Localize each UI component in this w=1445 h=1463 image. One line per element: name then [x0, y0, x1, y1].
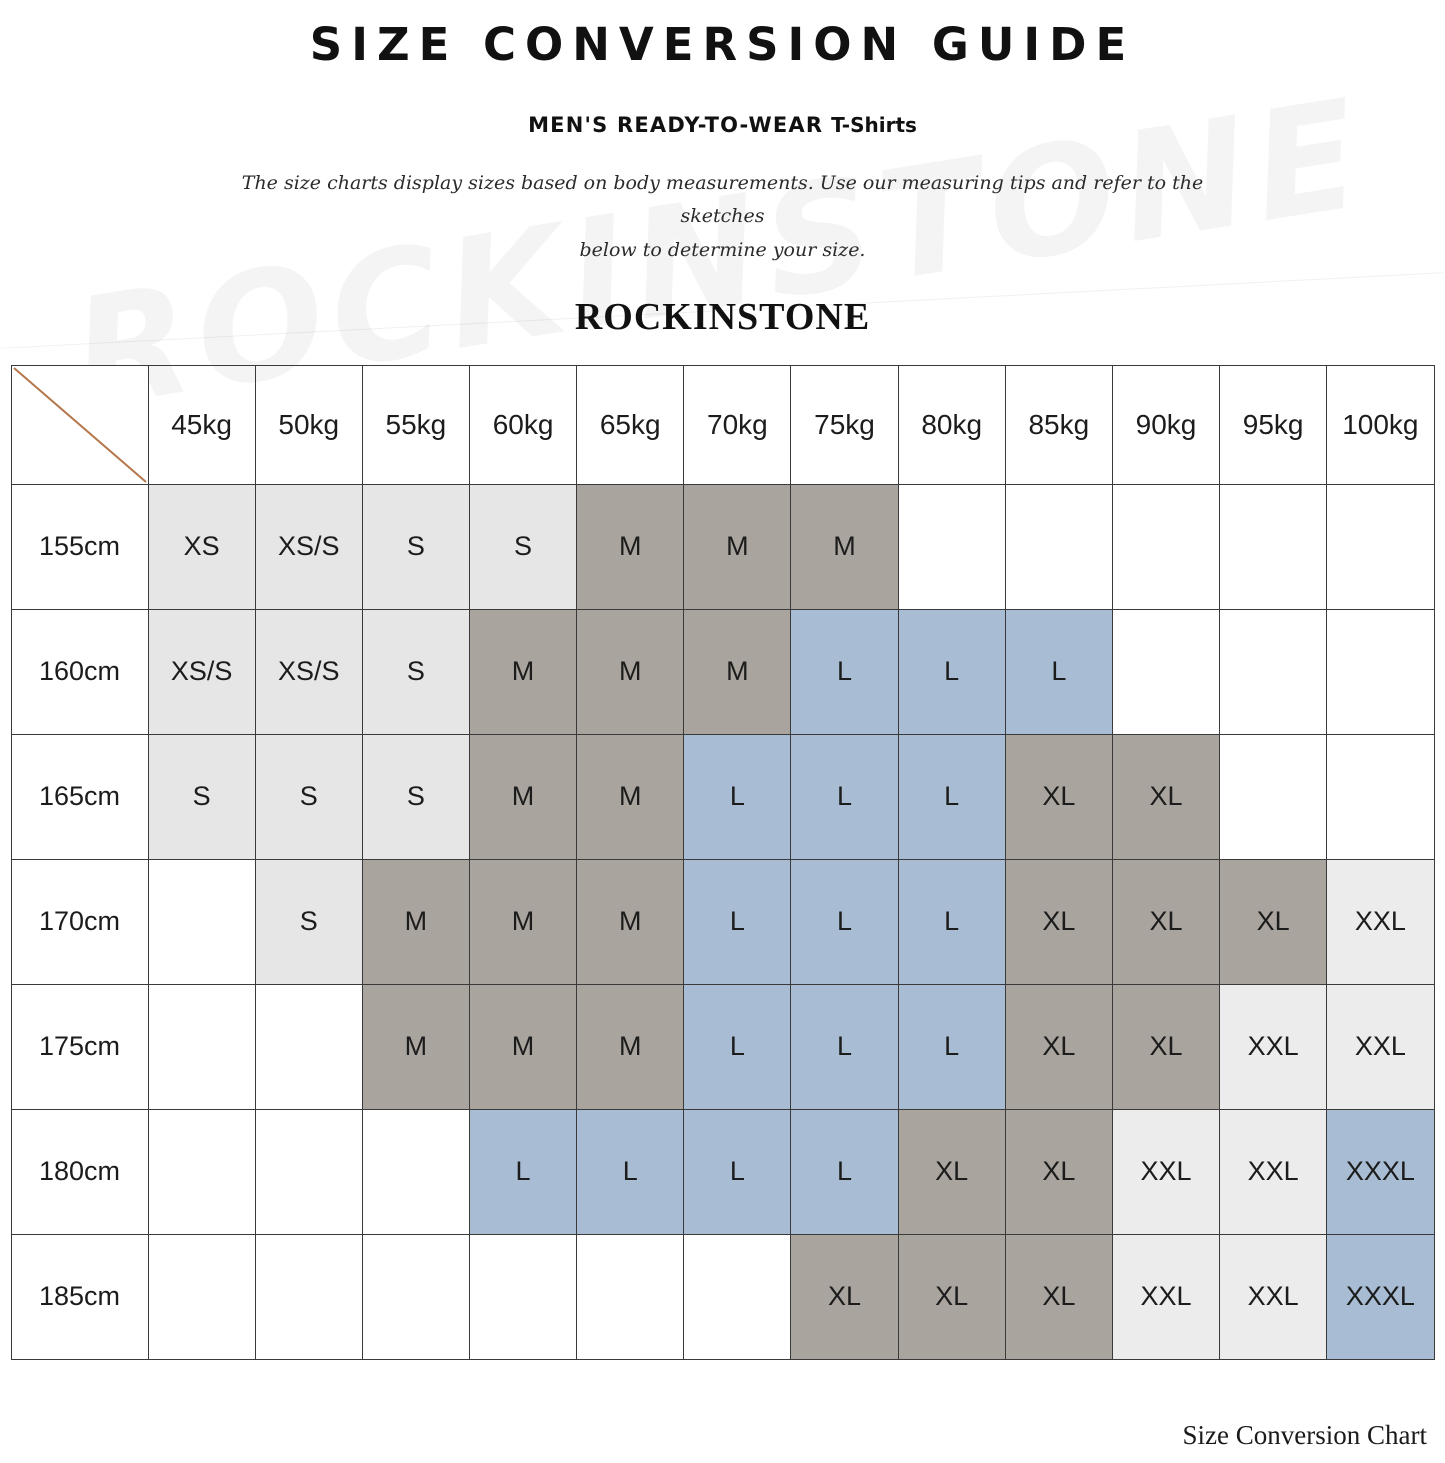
size-cell: M — [469, 734, 576, 859]
size-cell: M — [577, 484, 684, 609]
table-row — [11, 984, 1434, 1109]
size-cell: L — [684, 984, 791, 1109]
row-header-160cm: 160cm — [11, 609, 148, 734]
size-cell: M — [362, 859, 469, 984]
column-header-45kg: 45kg — [148, 365, 255, 484]
size-cell: L — [791, 734, 898, 859]
size-cell: M — [577, 859, 684, 984]
size-cell: M — [684, 609, 791, 734]
column-header-75kg: 75kg — [791, 365, 898, 484]
subtitle-product: T-Shirts — [831, 113, 917, 137]
size-cell: M — [577, 734, 684, 859]
subtitle — [0, 113, 1445, 137]
size-cell: XL — [1112, 734, 1219, 859]
size-cell: XL — [898, 1109, 1005, 1234]
size-cell: XXL — [1327, 984, 1434, 1109]
size-cell: L — [791, 984, 898, 1109]
size-cell: L — [791, 1109, 898, 1234]
size-conversion-table — [11, 365, 1435, 1360]
size-cell: L — [469, 1109, 576, 1234]
table-row — [11, 1109, 1434, 1234]
row-header-155cm: 155cm — [11, 484, 148, 609]
size-cell: XS/S — [255, 484, 362, 609]
size-cell: S — [362, 609, 469, 734]
table-body — [11, 484, 1434, 1359]
size-cell: S — [148, 734, 255, 859]
size-cell — [148, 984, 255, 1109]
size-cell: XL — [1005, 734, 1112, 859]
table-row — [11, 734, 1434, 859]
size-cell: XL — [1005, 1109, 1112, 1234]
size-cell: L — [898, 984, 1005, 1109]
size-cell: XXL — [1112, 1234, 1219, 1359]
size-cell: XS — [148, 484, 255, 609]
size-cell: M — [469, 609, 576, 734]
size-cell — [1327, 484, 1434, 609]
document-header — [0, 18, 1445, 339]
size-cell — [684, 1234, 791, 1359]
column-header-95kg: 95kg — [1220, 365, 1327, 484]
corner-cell — [11, 365, 148, 484]
diagonal-divider-icon — [12, 366, 148, 484]
size-cell: M — [791, 484, 898, 609]
row-header-165cm: 165cm — [11, 734, 148, 859]
size-cell — [148, 1109, 255, 1234]
column-header-70kg: 70kg — [684, 365, 791, 484]
size-cell: S — [469, 484, 576, 609]
size-cell — [1005, 484, 1112, 609]
size-cell: L — [791, 859, 898, 984]
size-cell: XL — [1005, 859, 1112, 984]
table-header-row — [11, 365, 1434, 484]
size-cell: M — [469, 984, 576, 1109]
size-cell — [1112, 609, 1219, 734]
size-cell: XL — [1112, 859, 1219, 984]
column-header-90kg: 90kg — [1112, 365, 1219, 484]
column-header-65kg: 65kg — [577, 365, 684, 484]
size-cell: S — [255, 859, 362, 984]
column-header-85kg: 85kg — [1005, 365, 1112, 484]
size-cell: L — [577, 1109, 684, 1234]
size-cell — [1327, 734, 1434, 859]
size-cell: M — [577, 984, 684, 1109]
size-chart-container — [0, 365, 1445, 1360]
size-cell: M — [469, 859, 576, 984]
column-header-100kg: 100kg — [1327, 365, 1434, 484]
size-cell — [255, 1234, 362, 1359]
size-cell — [148, 859, 255, 984]
size-cell: L — [684, 859, 791, 984]
size-cell: M — [684, 484, 791, 609]
size-cell: L — [1005, 609, 1112, 734]
intro-line-2: below to determine your size. — [579, 238, 866, 261]
size-cell — [1112, 484, 1219, 609]
column-header-80kg: 80kg — [898, 365, 1005, 484]
size-cell: L — [898, 609, 1005, 734]
size-cell: XL — [791, 1234, 898, 1359]
row-header-170cm: 170cm — [11, 859, 148, 984]
size-cell: XXL — [1220, 1109, 1327, 1234]
page-title: SIZE CONVERSION GUIDE — [309, 18, 1136, 71]
column-header-60kg: 60kg — [469, 365, 576, 484]
table-row — [11, 609, 1434, 734]
size-cell — [577, 1234, 684, 1359]
brand-name: ROCKINSTONE — [574, 295, 871, 338]
row-header-175cm: 175cm — [11, 984, 148, 1109]
intro-text — [213, 167, 1233, 267]
table-row — [11, 859, 1434, 984]
row-header-180cm: 180cm — [11, 1109, 148, 1234]
size-cell: XS/S — [255, 609, 362, 734]
subtitle-category: MEN'S READY-TO-WEAR — [528, 113, 824, 137]
size-cell: S — [255, 734, 362, 859]
size-cell: XL — [898, 1234, 1005, 1359]
size-cell — [148, 1234, 255, 1359]
table-row — [11, 484, 1434, 609]
size-cell: XL — [1005, 1234, 1112, 1359]
size-cell: XL — [1005, 984, 1112, 1109]
size-cell — [362, 1109, 469, 1234]
row-header-185cm: 185cm — [11, 1234, 148, 1359]
size-cell — [1220, 484, 1327, 609]
intro-line-1: The size charts display sizes based on body measurements. Use our measuring tips and refer to the sketches — [241, 172, 1204, 228]
size-cell: XXL — [1220, 984, 1327, 1109]
size-cell: XXL — [1220, 1234, 1327, 1359]
size-cell: XXXL — [1327, 1109, 1434, 1234]
size-cell — [255, 984, 362, 1109]
size-cell: L — [898, 734, 1005, 859]
size-cell: M — [362, 984, 469, 1109]
size-cell: XXL — [1327, 859, 1434, 984]
size-cell — [255, 1109, 362, 1234]
size-cell: XS/S — [148, 609, 255, 734]
size-cell: XL — [1112, 984, 1219, 1109]
size-cell: XL — [1220, 859, 1327, 984]
size-cell: XXL — [1112, 1109, 1219, 1234]
size-cell: L — [898, 859, 1005, 984]
size-cell — [1327, 609, 1434, 734]
size-cell: S — [362, 734, 469, 859]
column-header-55kg: 55kg — [362, 365, 469, 484]
size-cell — [362, 1234, 469, 1359]
size-cell: S — [362, 484, 469, 609]
chart-caption: Size Conversion Chart — [1182, 1420, 1427, 1450]
size-cell — [898, 484, 1005, 609]
column-header-50kg: 50kg — [255, 365, 362, 484]
size-cell: L — [791, 609, 898, 734]
size-cell — [1220, 609, 1327, 734]
size-cell: XXXL — [1327, 1234, 1434, 1359]
size-cell — [1220, 734, 1327, 859]
size-cell: M — [577, 609, 684, 734]
size-cell: L — [684, 1109, 791, 1234]
size-cell — [469, 1234, 576, 1359]
table-row — [11, 1234, 1434, 1359]
size-cell: L — [684, 734, 791, 859]
